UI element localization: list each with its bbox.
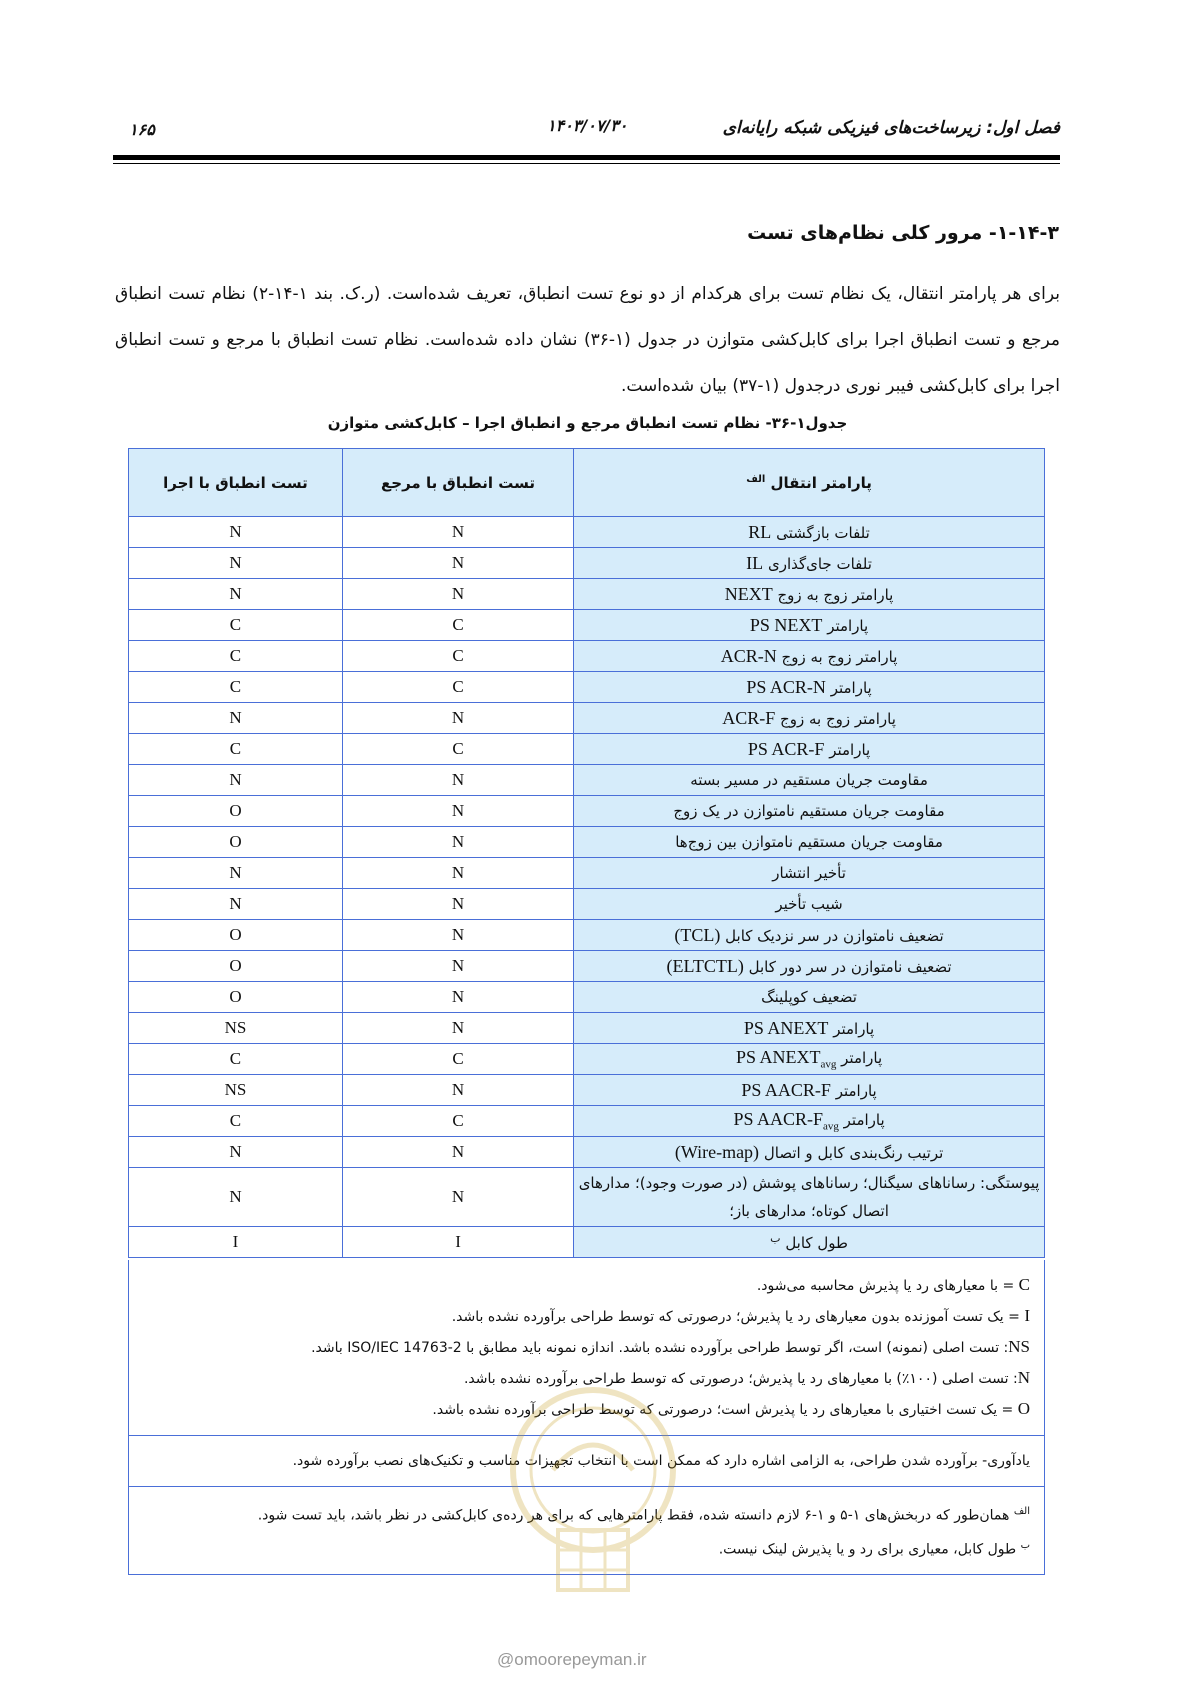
table-row — [129, 672, 1045, 703]
cell-reference: N — [342, 703, 573, 734]
cell-installation: NS — [129, 1013, 343, 1044]
cell-parameter: مقاومت جریان مستقیم در مسیر بسته — [574, 765, 1045, 796]
cell-parameter: مقاومت جریان مستقیم نامتوازن در یک زوج — [574, 796, 1045, 827]
legend-item: C = با معیارهای رد یا پذیرش محاسبه می‌شود. — [756, 1275, 1030, 1294]
table-row — [129, 1106, 1045, 1137]
cell-parameter: تضعیف کوپلینگ — [574, 982, 1045, 1013]
header-rule-thin — [113, 163, 1060, 164]
cell-reference: N — [342, 517, 573, 548]
header-date: ۱۴۰۳/۰۷/۳۰ — [547, 116, 628, 135]
cell-reference: N — [342, 982, 573, 1013]
footnote: $^ب$ طول کابل، معیاری برای رد و یا پذیرش لینک نیست. — [718, 1539, 1030, 1558]
body-paragraph: برای هر پارامتر انتقال، یک نظام تست برای هرکدام از دو نوع تست انطباق، تعریف شده‌است. (ر.ک. بند ۱-۱۴-۲) نظام تست انطباق مرجع و تست انطباق اجرا برای کابل‌کشی متوازن در جدول (۱-۳۶) نشان داده شده‌است. نظام تست انطباق با مرجع و تست انطباق اجرا برای کابل‌کشی فیبر نوری درجدول (۱-۳۷) بیان شده‌است. — [115, 284, 1061, 396]
table-row — [129, 920, 1045, 951]
cell-reference: C — [342, 610, 573, 641]
header-rule — [113, 155, 1060, 160]
table-row — [129, 548, 1045, 579]
cell-installation: C — [129, 1106, 343, 1137]
cell-reference: C — [342, 641, 573, 672]
legend-item: NS: تست اصلی (نمونه) است، اگر توسط طراحی برآورده نشده باشد. اندازه نمونه باید مطابق با ISO/IEC 14763-2 باشد. — [311, 1337, 1030, 1356]
cell-installation: O — [129, 827, 343, 858]
cell-reference: C — [342, 672, 573, 703]
cell-parameter: ترتیب رنگ‌بندی کابل و اتصال (Wire-map) — [574, 1137, 1045, 1168]
cell-parameter: پارامتر PS ANEXT — [574, 1013, 1045, 1044]
cell-reference: N — [342, 827, 573, 858]
table-row — [129, 1044, 1045, 1075]
header-parameter: پارامتر انتقال $^{الف}$ — [574, 449, 1045, 517]
cell-parameter: شیب تأخیر — [574, 889, 1045, 920]
page-header — [115, 118, 1060, 146]
cell-installation: O — [129, 982, 343, 1013]
table-row — [129, 889, 1045, 920]
chapter-title: فصل اول: زیرساخت‌های فیزیکی شبکه رایانه‌ای — [722, 118, 1060, 138]
legend-item: I = یک تست آموزنده بدون معیارهای رد یا پذیرش؛ درصورتی که توسط طراحی برآورده نشده باشد. — [451, 1306, 1030, 1325]
cell-parameter: پارامتر PS ACR-F — [574, 734, 1045, 765]
cell-installation: C — [129, 641, 343, 672]
cell-installation: N — [129, 1137, 343, 1168]
cell-installation: I — [129, 1227, 343, 1258]
table-row — [129, 858, 1045, 889]
watermark-seal-icon — [498, 1380, 688, 1610]
table-row — [129, 517, 1045, 548]
cell-reference: N — [342, 796, 573, 827]
table-row — [129, 951, 1045, 982]
cell-installation: C — [129, 1044, 343, 1075]
cell-installation: NS — [129, 1075, 343, 1106]
cell-parameter: پیوستگی: رساناهای سیگنال؛ رساناهای پوشش (در صورت وجود)؛ مدارهای اتصال کوتاه؛ مدارهای باز؛ — [574, 1168, 1045, 1227]
cell-reference: N — [342, 1013, 573, 1044]
cell-parameter: پارامتر PS $ANEXT_{avg}$ — [574, 1044, 1045, 1075]
table-row — [129, 610, 1045, 641]
cell-reference: N — [342, 765, 573, 796]
table-row — [129, 1227, 1045, 1258]
cell-reference: N — [342, 579, 573, 610]
cell-reference: N — [342, 548, 573, 579]
table-row — [129, 703, 1045, 734]
cell-parameter: طول کابل $^ب$ — [574, 1227, 1045, 1258]
table-row — [129, 765, 1045, 796]
table-row — [129, 1137, 1045, 1168]
cell-installation: N — [129, 579, 343, 610]
table-row — [129, 1075, 1045, 1106]
page-number: ۱۶۵ — [129, 120, 155, 139]
cell-installation: N — [129, 548, 343, 579]
cell-installation: C — [129, 734, 343, 765]
cell-installation: N — [129, 858, 343, 889]
legend-item: N: تست اصلی (۱۰۰٪) با معیارهای رد یا پذیرش؛ درصورتی که توسط طراحی برآورده نشده باشد. — [463, 1368, 1030, 1387]
table-caption: جدول۱-۳۶- نظام تست انطباق مرجع و انطباق اجرا – کابل‌کشی متوازن — [327, 414, 848, 432]
cell-reference: N — [342, 889, 573, 920]
cell-installation: O — [129, 951, 343, 982]
cell-parameter: تضعیف نامتوازن در سر نزدیک کابل (TCL) — [574, 920, 1045, 951]
cell-parameter: مقاومت جریان مستقیم نامتوازن بین زوج‌ها — [574, 827, 1045, 858]
cell-reference: I — [342, 1227, 573, 1258]
cell-reference: N — [342, 1137, 573, 1168]
cell-reference: N — [342, 1168, 573, 1227]
cell-parameter: پارامتر PS NEXT — [574, 610, 1045, 641]
table-row — [129, 1013, 1045, 1044]
site-watermark: @omoorepeyman.ir — [497, 1650, 647, 1669]
footnote: $^{الف}$ همان‌طور که دربخش‌های ۱-۵ و ۱-۶ لازم دانسته شده، فقط پارامترهایی که برای هر رده‌ی کابل‌کشی در نظر باشد، باید تست شود. — [257, 1506, 1030, 1524]
header-installation: تست انطباق با اجرا — [129, 449, 343, 517]
table-row — [129, 579, 1045, 610]
table-header-row — [129, 449, 1045, 517]
cell-parameter: پارامتر زوج به زوج NEXT — [574, 579, 1045, 610]
table-row — [129, 796, 1045, 827]
table-row — [129, 982, 1045, 1013]
cell-installation: N — [129, 517, 343, 548]
cell-parameter: تلفات جای‌گذاری IL — [574, 548, 1045, 579]
section-title: ۱-۱۴-۳- مرور کلی نظام‌های تست — [747, 222, 1059, 244]
table-row — [129, 734, 1045, 765]
cell-installation: N — [129, 1168, 343, 1227]
legend-item: O = یک تست اختیاری با معیارهای رد یا پذیرش است؛ درصورتی که توسط طراحی برآورده نشده باشد. — [432, 1399, 1030, 1418]
cell-installation: C — [129, 610, 343, 641]
cell-parameter: تضعیف نامتوازن در سر دور کابل (ELTCTL) — [574, 951, 1045, 982]
cell-installation: C — [129, 672, 343, 703]
cell-parameter: پارامتر PS ACR-N — [574, 672, 1045, 703]
cell-reference: C — [342, 734, 573, 765]
header-reference: تست انطباق با مرجع — [342, 449, 573, 517]
cell-installation: O — [129, 796, 343, 827]
cell-reference: C — [342, 1044, 573, 1075]
cell-parameter: تلفات بازگشتی RL — [574, 517, 1045, 548]
cell-installation: N — [129, 889, 343, 920]
cell-installation: N — [129, 703, 343, 734]
test-regime-table — [128, 448, 1045, 1258]
table-row — [129, 641, 1045, 672]
legend-reminder: یادآوری- برآورده شدن طراحی، به الزامی اشاره دارد که ممکن است با انتخاب تجهیزات مناسب و تکنیک‌های نصب برآورده شود. — [129, 1436, 1044, 1487]
cell-parameter: تأخیر انتشار — [574, 858, 1045, 889]
cell-parameter: پارامتر زوج به زوج ACR-F — [574, 703, 1045, 734]
cell-parameter: پارامتر PS AACR-F — [574, 1075, 1045, 1106]
cell-installation: N — [129, 765, 343, 796]
cell-parameter: پارامتر PS AACR-$F_{avg}$ — [574, 1106, 1045, 1137]
cell-reference: N — [342, 1075, 573, 1106]
table-row — [129, 827, 1045, 858]
cell-reference: N — [342, 858, 573, 889]
cell-reference: C — [342, 1106, 573, 1137]
cell-parameter: پارامتر زوج به زوج ACR-N — [574, 641, 1045, 672]
table-row — [129, 1168, 1045, 1227]
cell-reference: N — [342, 951, 573, 982]
cell-reference: N — [342, 920, 573, 951]
cell-installation: O — [129, 920, 343, 951]
